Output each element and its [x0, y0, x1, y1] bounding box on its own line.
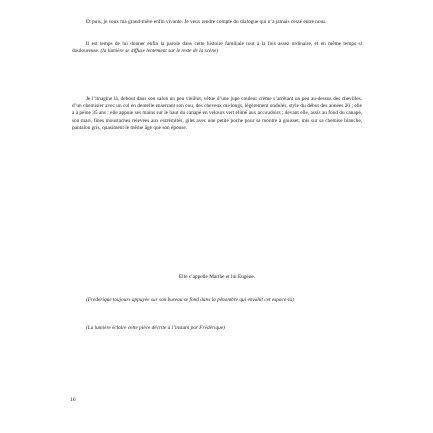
stage-direction-light-room: (La lumière éclaire cette pièce décrite à l’instant par Frédérique): [86, 325, 225, 331]
marthe-description-paragraph: Je l’imagine là, debout dans son salon un peu vieillot, vêtue d’une jupe couleur crème s’arrêtant un peu au-dessus des chevilles, d’un chemisier avec un col en dentelle enserrant son cou, des cheveux mi-longs, légèrement ondulés, style du début des années 20 ; elle a à peine 35 ans ; elle appuie ses mains sur le haut du canapé en velours vert élimé aux accoudoirs ; devant elle, assis au fond du canapé, son mari, fines moustaches relevées aux extrémités, gilet avec une petite poche pour sa montre à gousset, mis sur sa chemise blanche, pantalon gris, quasiment le même âge que son épouse.: [72, 96, 362, 131]
stage-direction-light-spreads: (la lumière se diffuse lentement sur le reste de la scène): [100, 48, 219, 55]
stage-direction-frederique-desk: (Frédérique toujours appuyée sur son bureau se fond dans la pénombre qui envahit cet espace-là): [86, 297, 294, 303]
second-paragraph: [72, 41, 362, 55]
second-paragraph-text: Il est temps de lui donner enfin la parole dans cette histoire familiale tout à la fois assez ordinaire, et en même temps si douloureuse.: [72, 41, 362, 55]
opening-paragraph: Et puis, je veux ma grand-mère enfin vivante. Je veux rendre compte du dialogue qui n’a jamais cessé entre nous.: [86, 19, 327, 25]
name-line: Elle s’appelle Marthe et lui Eugène.: [178, 274, 256, 280]
page-number: 16: [70, 397, 76, 403]
